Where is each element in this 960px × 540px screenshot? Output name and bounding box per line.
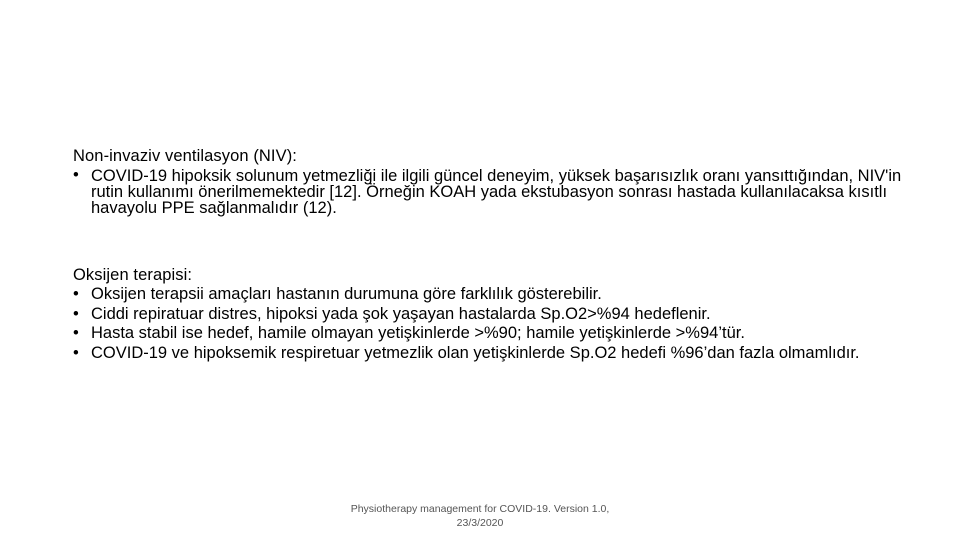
oxygen-heading: Oksijen terapisi: <box>73 266 193 284</box>
bullet-icon: • <box>73 285 79 303</box>
footer <box>330 502 630 530</box>
oxygen-bullet-text: Ciddi repiratuar distres, hipoksi yada şok yaşayan hastalarda Sp.O2>%94 hedeflenir. <box>91 304 711 323</box>
bullet-icon: • <box>73 166 79 184</box>
list-item <box>73 324 913 344</box>
niv-section <box>73 146 913 216</box>
bullet-icon: • <box>73 343 79 362</box>
niv-bullet-text: COVID-19 hipoksik solunum yetmezliği ile ilgili güncel deneyim, yüksek başarısızlık oranı yansıttığından, NIV'in rutin kullanımı önerilmemektedir [12]. Örneğin KOAH yada ekstubasyon sonrası hastada kullanılacaksa kısıtlı havayolu PPE sağlanmalıdır (12). <box>91 167 902 217</box>
niv-heading: Non-invaziv ventilasyon (NIV): <box>73 147 297 165</box>
list-item <box>73 344 913 364</box>
list-item <box>73 285 913 305</box>
list-item <box>73 305 913 325</box>
list-item <box>73 166 913 216</box>
bullet-icon: • <box>73 324 79 342</box>
oxygen-bullet-text: COVID-19 ve hipoksemik respiretuar yetmezlik olan yetişkinlerde Sp.O2 hedefi %96’dan fazla olmamlıdır. <box>91 343 860 362</box>
oxygen-section <box>73 265 913 363</box>
oxygen-bullet-list <box>73 285 913 363</box>
niv-bullet-list <box>73 166 913 216</box>
footer-line-2: 23/3/2020 <box>456 517 504 529</box>
footer-line-1: Physiotherapy management for COVID-19. Version 1.0, <box>350 503 610 515</box>
oxygen-bullet-text: Oksijen terapsii amaçları hastanın durumuna göre farklılık gösterebilir. <box>91 285 602 303</box>
oxygen-bullet-text: Hasta stabil ise hedef, hamile olmayan yetişkinlerde >%90; hamile yetişkinlerde >%94’tür. <box>91 324 745 342</box>
bullet-icon: • <box>73 304 79 323</box>
